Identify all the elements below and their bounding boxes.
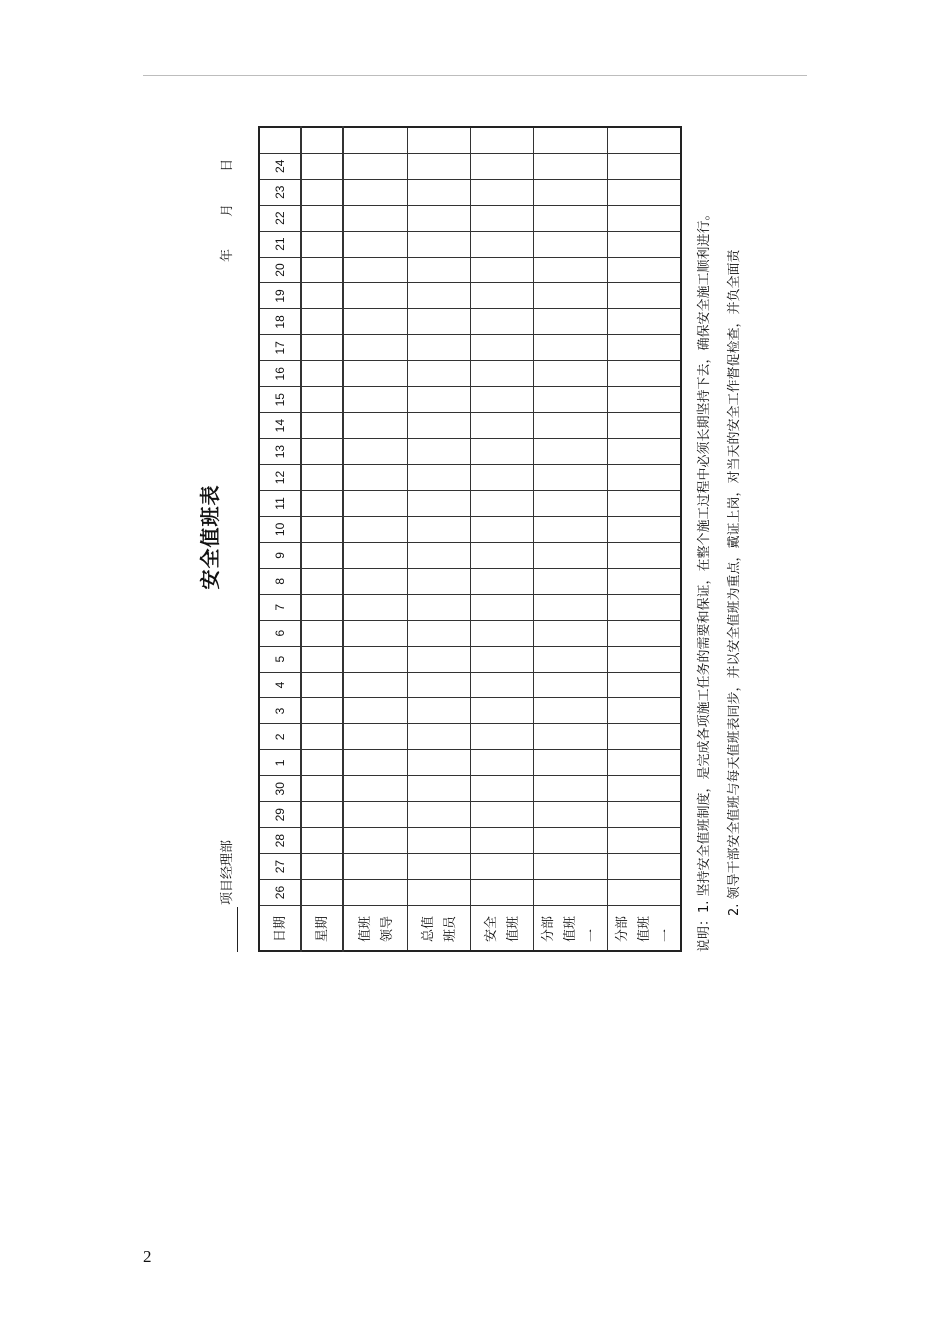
table-cell (534, 776, 607, 802)
table-cell (607, 698, 681, 724)
table-cell (607, 309, 681, 335)
table-cell (534, 231, 607, 257)
date-cell: 10 (259, 516, 301, 542)
date-cell: 26 (259, 880, 301, 906)
table-cell (407, 672, 470, 698)
page-title: 安全值班表 (198, 484, 222, 590)
table-cell (301, 283, 343, 309)
table-cell (607, 179, 681, 205)
note-1: 说明：1. 坚持安全值班制度，是完成各项施工任务的需要和保证，在整个施工过程中必须长期坚持下去，确保安全施工顺利进行。 (697, 207, 712, 952)
table-cell (343, 542, 407, 568)
table-cell (343, 335, 407, 361)
table-cell (407, 127, 470, 153)
table-cell (343, 880, 407, 906)
table-cell (407, 776, 470, 802)
table-cell (534, 802, 607, 828)
table-cell (470, 750, 533, 776)
date-cell: 29 (259, 802, 301, 828)
table-cell (407, 179, 470, 205)
table-cell (607, 672, 681, 698)
table-cell (470, 413, 533, 439)
table-cell (407, 361, 470, 387)
table-cell (470, 387, 533, 413)
table-cell (470, 231, 533, 257)
table-cell (407, 594, 470, 620)
table-cell (607, 542, 681, 568)
table-cell (343, 127, 407, 153)
table-cell (343, 802, 407, 828)
table-cell (470, 465, 533, 491)
table-cell (534, 491, 607, 517)
table-cell (607, 880, 681, 906)
date-cell: 4 (259, 672, 301, 698)
table-cell (534, 750, 607, 776)
table-cell (470, 491, 533, 517)
table-cell (343, 179, 407, 205)
table-cell (470, 439, 533, 465)
table-cell (607, 231, 681, 257)
table-cell (343, 153, 407, 179)
row-label: 分部 值班 一 (607, 906, 681, 952)
table-cell (607, 387, 681, 413)
row-label: 值班 领导 (343, 906, 407, 952)
table-cell (301, 828, 343, 854)
table-cell (343, 620, 407, 646)
table-cell (470, 828, 533, 854)
table-cell (607, 594, 681, 620)
table-cell (301, 257, 343, 283)
table-cell (407, 620, 470, 646)
table-cell (343, 516, 407, 542)
table-cell (607, 439, 681, 465)
table-cell (343, 750, 407, 776)
table-cell (607, 465, 681, 491)
table-cell (343, 309, 407, 335)
table-cell (301, 516, 343, 542)
table-cell (343, 646, 407, 672)
table-cell (407, 880, 470, 906)
date-cell: 16 (259, 361, 301, 387)
role-row (343, 127, 407, 951)
table-cell (301, 335, 343, 361)
row-label: 安全 值班 (470, 906, 533, 952)
date-cell: 11 (259, 491, 301, 517)
table-cell (470, 620, 533, 646)
table-cell (301, 387, 343, 413)
table-cell (470, 516, 533, 542)
table-cell (607, 516, 681, 542)
table-cell (407, 516, 470, 542)
table-cell (534, 568, 607, 594)
date-cell: 6 (259, 620, 301, 646)
date-cell: 7 (259, 594, 301, 620)
table-cell (470, 776, 533, 802)
table-cell (607, 568, 681, 594)
date-cell: 1 (259, 750, 301, 776)
table-cell (534, 698, 607, 724)
table-cell (343, 672, 407, 698)
table-cell (407, 828, 470, 854)
table-cell (607, 205, 681, 231)
header-rule (143, 75, 807, 76)
table-cell (407, 205, 470, 231)
table-cell (534, 594, 607, 620)
table-cell (407, 387, 470, 413)
date-cell: 19 (259, 283, 301, 309)
table-cell (534, 283, 607, 309)
table-cell (301, 491, 343, 517)
month-label: 月 (220, 203, 235, 217)
table-cell (343, 776, 407, 802)
table-cell (534, 127, 607, 153)
table-cell (301, 646, 343, 672)
table-cell (534, 646, 607, 672)
department-field (218, 840, 238, 952)
table-cell (407, 542, 470, 568)
table-cell (470, 361, 533, 387)
date-cell: 9 (259, 542, 301, 568)
table-cell (301, 724, 343, 750)
table-cell (301, 854, 343, 880)
date-cell: 13 (259, 439, 301, 465)
department-label: 项目经理部 (220, 839, 235, 905)
table-cell (534, 179, 607, 205)
table-cell (301, 205, 343, 231)
table-cell (470, 854, 533, 880)
table-cell (607, 750, 681, 776)
date-cell: 21 (259, 231, 301, 257)
table-cell (607, 802, 681, 828)
table-cell (407, 153, 470, 179)
table-cell (607, 153, 681, 179)
table-cell (607, 776, 681, 802)
weekday-row (301, 127, 343, 951)
table-cell (470, 179, 533, 205)
table-cell (301, 231, 343, 257)
table-cell (607, 335, 681, 361)
date-cell: 17 (259, 335, 301, 361)
date-cell: 14 (259, 413, 301, 439)
table-cell (534, 309, 607, 335)
date-cell: 22 (259, 205, 301, 231)
table-cell (607, 283, 681, 309)
table-cell (407, 465, 470, 491)
table-cell (301, 672, 343, 698)
table-cell (343, 205, 407, 231)
row-label: 日期 (259, 906, 301, 952)
table-cell (534, 205, 607, 231)
table-cell (343, 594, 407, 620)
table-cell (407, 750, 470, 776)
table-cell (607, 257, 681, 283)
table-cell (470, 127, 533, 153)
table-cell (343, 828, 407, 854)
date-cell: 23 (259, 179, 301, 205)
date-cell (259, 127, 301, 153)
table-cell (301, 776, 343, 802)
table-cell (343, 413, 407, 439)
table-cell (470, 802, 533, 828)
table-cell (301, 465, 343, 491)
table-cell (407, 854, 470, 880)
table-cell (534, 335, 607, 361)
table-cell (301, 620, 343, 646)
table-cell (470, 283, 533, 309)
year-label: 年 (220, 248, 235, 262)
table-cell (534, 724, 607, 750)
date-cell: 27 (259, 854, 301, 880)
table-cell (407, 335, 470, 361)
table-cell (470, 568, 533, 594)
table-cell (343, 698, 407, 724)
date-cell: 15 (259, 387, 301, 413)
table-cell (534, 257, 607, 283)
table-cell (470, 153, 533, 179)
table-cell (407, 231, 470, 257)
table-cell (343, 568, 407, 594)
table-cell (470, 698, 533, 724)
table-cell (407, 257, 470, 283)
page-number: 2 (143, 1247, 152, 1266)
table-cell (407, 646, 470, 672)
table-cell (470, 724, 533, 750)
table-cell (534, 880, 607, 906)
date-field (218, 159, 238, 262)
table-cell (407, 283, 470, 309)
table-cell (301, 568, 343, 594)
table-cell (534, 439, 607, 465)
table-cell (534, 361, 607, 387)
role-row (407, 127, 470, 951)
table-cell (470, 335, 533, 361)
date-cell: 20 (259, 257, 301, 283)
row-label: 分部 值班 一 (534, 906, 607, 952)
table-cell (407, 413, 470, 439)
table-cell (607, 620, 681, 646)
table-cell (343, 724, 407, 750)
table-cell (301, 361, 343, 387)
date-cell: 30 (259, 776, 301, 802)
notes (692, 122, 748, 952)
duty-table (258, 126, 682, 952)
table-cell (301, 802, 343, 828)
table-cell (407, 439, 470, 465)
role-row (470, 127, 533, 951)
table-cell (407, 491, 470, 517)
date-cell: 12 (259, 465, 301, 491)
row-label: 星期 (301, 906, 343, 952)
table-cell (301, 880, 343, 906)
table-cell (470, 646, 533, 672)
table-cell (343, 465, 407, 491)
table-cell (470, 257, 533, 283)
date-cell: 5 (259, 646, 301, 672)
table-cell (534, 828, 607, 854)
table-cell (534, 854, 607, 880)
table-cell (470, 205, 533, 231)
table-cell (607, 724, 681, 750)
table-cell (343, 387, 407, 413)
table-cell (534, 153, 607, 179)
table-cell (407, 568, 470, 594)
table-cell (470, 672, 533, 698)
date-cell: 18 (259, 309, 301, 335)
table-cell (607, 127, 681, 153)
table-cell (607, 828, 681, 854)
day-label: 日 (220, 158, 235, 172)
table-cell (343, 257, 407, 283)
date-cell: 8 (259, 568, 301, 594)
table-cell (301, 698, 343, 724)
department-blank (223, 907, 238, 952)
table-cell (607, 646, 681, 672)
table-cell (607, 854, 681, 880)
role-row (607, 127, 681, 951)
table-cell (407, 309, 470, 335)
note-2: 2. 领导干部安全值班与每天值班表同步，并以安全值班为重点，戴证上岗，对当天的安全工作督促检查，并负全面责 (727, 249, 742, 916)
table-cell (301, 542, 343, 568)
table-cell (470, 542, 533, 568)
table-cell (301, 413, 343, 439)
table-cell (343, 283, 407, 309)
table-cell (343, 439, 407, 465)
table-cell (470, 880, 533, 906)
table-cell (343, 491, 407, 517)
table-cell (407, 698, 470, 724)
date-row (259, 127, 301, 951)
table-cell (301, 179, 343, 205)
date-cell: 3 (259, 698, 301, 724)
table-cell (301, 153, 343, 179)
table-cell (534, 413, 607, 439)
table-cell (534, 465, 607, 491)
role-row (534, 127, 607, 951)
table-cell (301, 439, 343, 465)
table-cell (343, 361, 407, 387)
table-cell (301, 594, 343, 620)
date-cell: 24 (259, 153, 301, 179)
table-cell (301, 309, 343, 335)
table-cell (607, 491, 681, 517)
table-cell (607, 361, 681, 387)
date-cell: 2 (259, 724, 301, 750)
date-cell: 28 (259, 828, 301, 854)
table-cell (343, 854, 407, 880)
table-cell (407, 802, 470, 828)
table-cell (470, 309, 533, 335)
table-cell (301, 127, 343, 153)
table-cell (301, 750, 343, 776)
table-cell (470, 594, 533, 620)
table-cell (607, 413, 681, 439)
table-cell (534, 542, 607, 568)
table-cell (534, 516, 607, 542)
table-cell (534, 672, 607, 698)
table-cell (534, 387, 607, 413)
table-cell (534, 620, 607, 646)
row-label: 总值 班员 (407, 906, 470, 952)
table-cell (343, 231, 407, 257)
rotated-content (198, 122, 763, 952)
table-cell (407, 724, 470, 750)
